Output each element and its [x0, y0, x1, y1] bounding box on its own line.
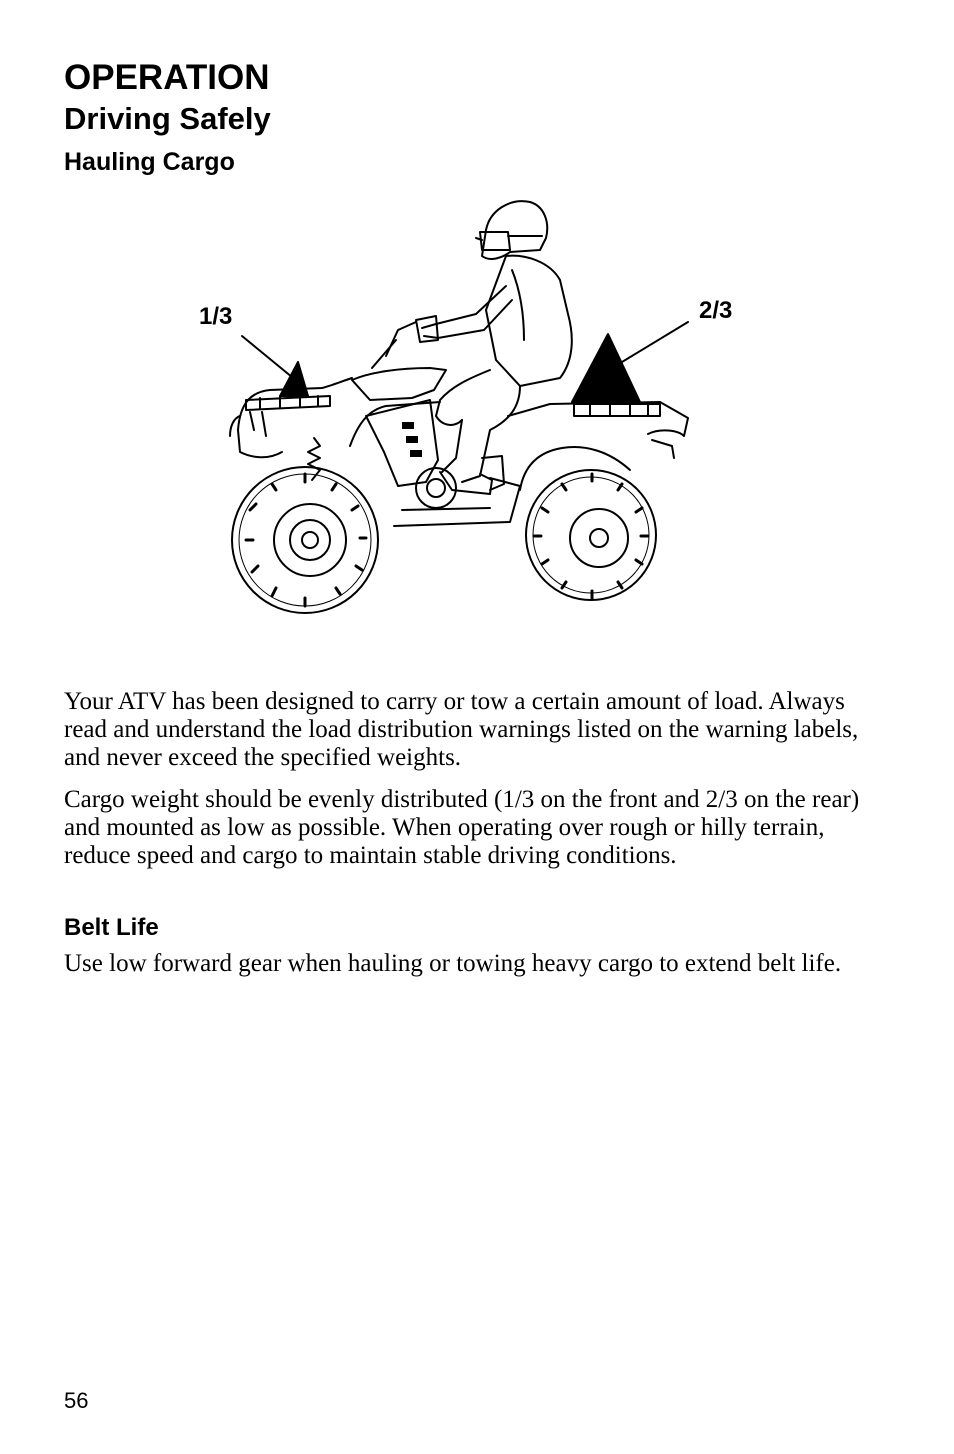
belt-life-heading: Belt Life [64, 914, 159, 941]
atv-cargo-figure [190, 190, 750, 620]
page-number: 56 [64, 1388, 89, 1413]
subsection-title: Driving Safely [64, 101, 271, 136]
front-load-fraction: 1/3 [199, 303, 233, 330]
section-title: OPERATION [64, 58, 270, 97]
rear-load-fraction: 2/3 [699, 297, 733, 324]
belt-life-paragraph: Use low forward gear when hauling or towing heavy cargo to extend belt life. [64, 950, 842, 977]
topic-title: Hauling Cargo [64, 148, 235, 176]
intro-paragraph: Your ATV has been designed to carry or tow a certain amount of load. Always read and understand the load distribution warnings listed on the warning labels, and never exceed the specified weights. [64, 688, 859, 771]
cargo-distribution-paragraph: Cargo weight should be evenly distributed (1/3 on the front and 2/3 on the rear) and mounted as low as possible. When operating over rough or hilly terrain, reduce speed and cargo to maintain stable driving conditions. [64, 786, 860, 869]
atv-rider-icon [190, 190, 750, 620]
